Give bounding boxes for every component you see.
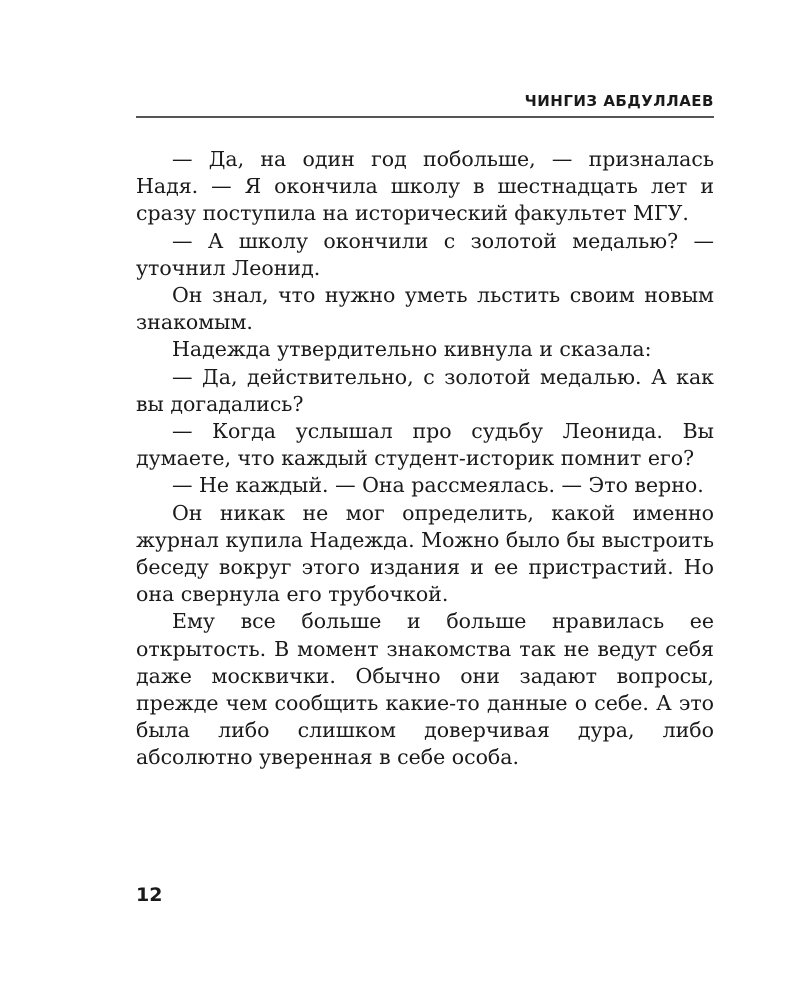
running-header-author: ЧИНГИЗ АБДУЛЛАЕВ [524,92,714,110]
paragraph: — Да, на один год побольше, — призналась Надя. — Я окончила школу в шестнадцать лет и сразу поступила на исторический факультет МГУ. [136,147,714,226]
paragraph: — Не каждый. — Она рассмеялась. — Это верно. [172,473,704,498]
paragraph: Он знал, что нужно уметь льстить своим новым знакомым. [136,283,714,335]
paragraph: Ему все больше и больше нравилась ее открытость. В момент знакомства так не ведут себя даже москвички. Обычно они задают вопросы, прежде чем сообщить какие-то данные о себе. А это была либо слишком доверчивая дура, либо абсолютно уверенная в себе особа. [136,609,714,770]
paragraph: — А школу окончили с золотой медалью? — уточнил Леонид. [136,228,714,280]
header-divider [136,116,714,118]
page-body [136,146,714,772]
page-number: 12 [136,884,163,906]
paragraph: — Когда услышал про судьбу Леонида. Вы думаете, что каждый студент-историк помнит его? [136,419,714,471]
paragraph: Надежда утвердительно кивнула и сказала: [172,337,652,362]
paragraph: Он никак не мог определить, какой именно журнал купила Надежда. Можно было бы выстроить беседу вокруг этого издания и ее пристрастий. Но она свернула его трубочкой. [136,500,714,607]
paragraph: — Да, действительно, с золотой медалью. А как вы догадались? [136,364,714,416]
